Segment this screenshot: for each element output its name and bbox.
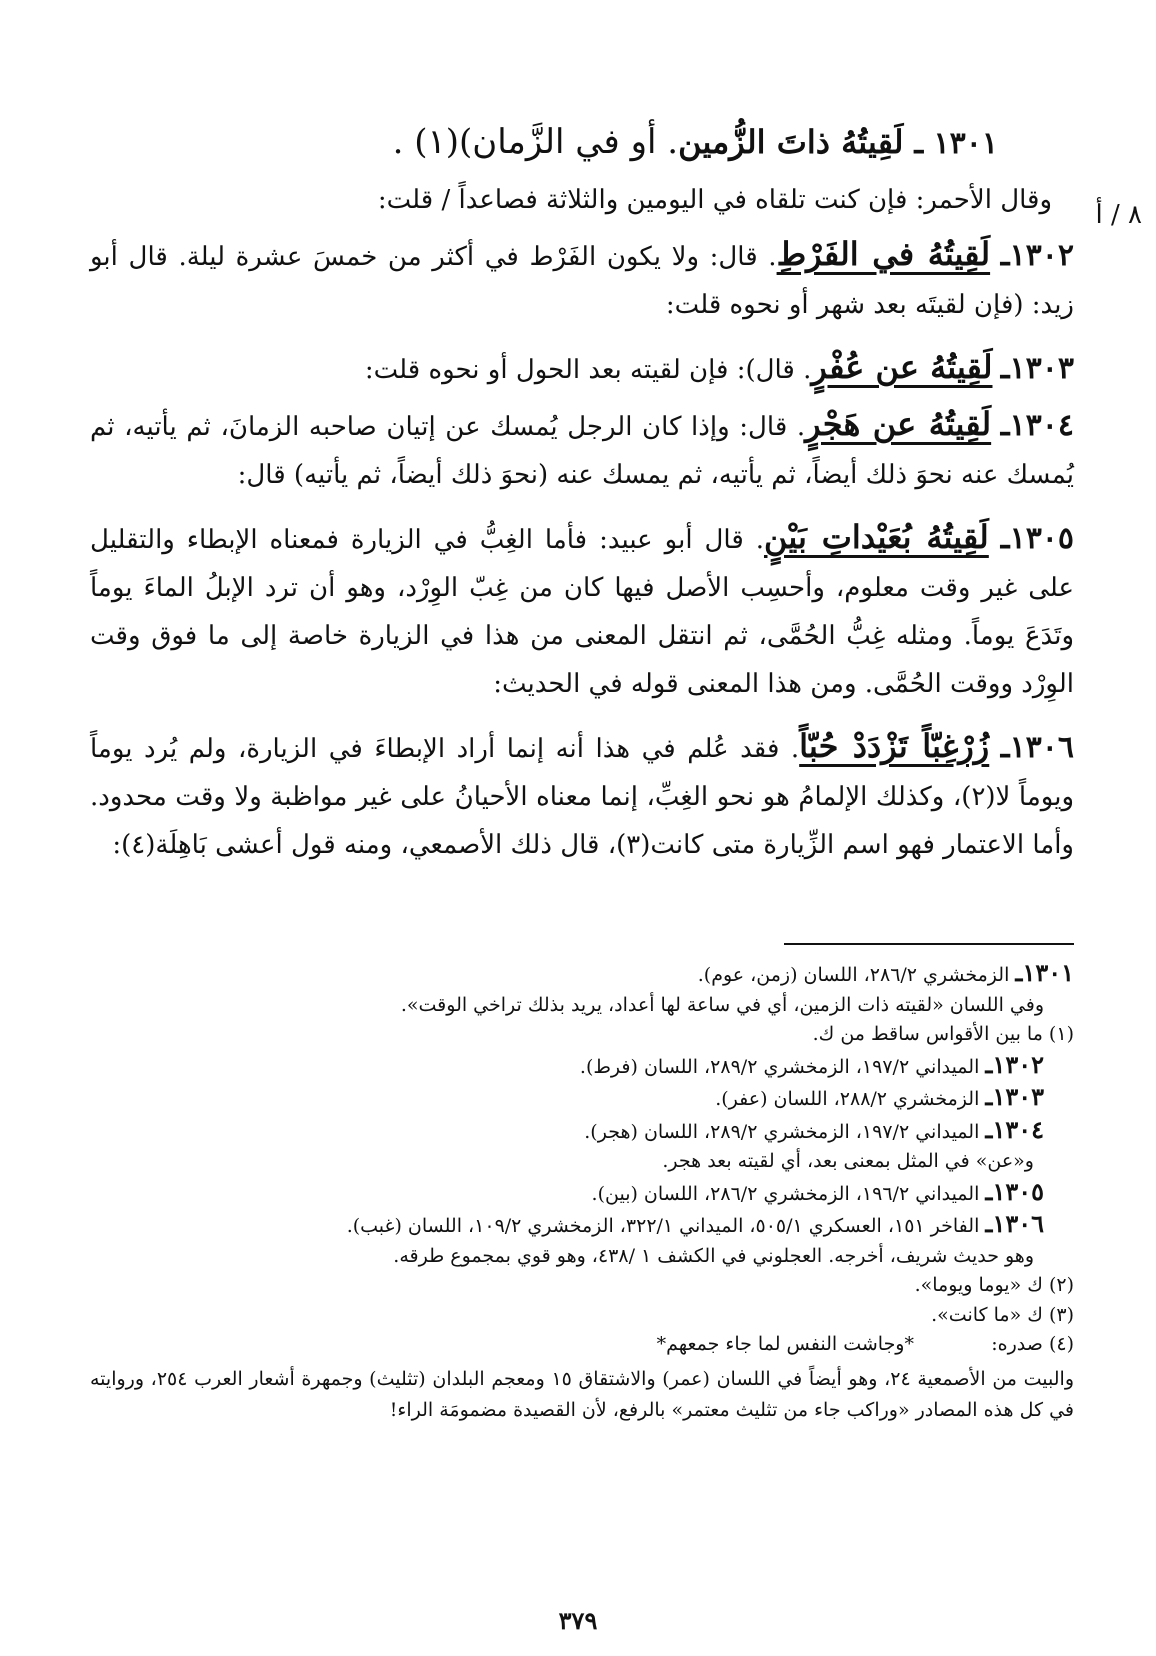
footnote-1306 — [90, 1209, 1074, 1242]
footnote-1301 — [90, 958, 1074, 991]
footnote-text: الزمخشري ٢٨٨/٢، اللسان (عفر). — [715, 1088, 986, 1110]
entry-1306 — [90, 722, 1074, 869]
proverb: لَقِيتُهُ بُعَيْداتِ بَيْنٍ — [763, 518, 989, 556]
footnote-number: ١٣٠٦ـ — [985, 1209, 1044, 1238]
entry-number: ١٣٠٤ـ — [1000, 408, 1074, 443]
footnote-text: الزمخشري ٢٨٦/٢، اللسان (زمن، عوم). — [697, 964, 1016, 986]
proverb: لَقِيتُهُ في الفَرْطِ — [776, 235, 991, 273]
footnote-1: (١) ما بين الأقواس ساقط من ك. — [812, 1023, 1074, 1045]
entry-number: ١٣٠٦ـ — [1000, 730, 1075, 765]
entry-text: . قال: ولا يكون الفَرْط في أكثر من خمسَ عشرة ليلة. قال أبو زيد: (فإن لقيتَه بعد شهر أو نحوه قلت: — [90, 242, 1074, 320]
footnote-number: ١٣٠١ـ — [1015, 958, 1074, 987]
main-text — [90, 118, 1074, 883]
footnote-1304 — [90, 1115, 1074, 1148]
entry-number: ١٣٠١ ـ — [914, 126, 998, 161]
footnote-1303 — [90, 1082, 1074, 1115]
proverb: لَقِيتُهُ ذاتَ الزُّمين — [678, 123, 904, 161]
entry-1303 — [90, 343, 1074, 394]
footnote-1305 — [90, 1177, 1074, 1210]
entry-1305 — [90, 513, 1074, 708]
footnote-2: (٢) ك «يوما ويوما». — [914, 1274, 1074, 1296]
entry-number: ١٣٠٢ـ — [1000, 238, 1074, 273]
entry-number: ١٣٠٣ـ — [1000, 351, 1074, 386]
entry-text: . أو في الزَّمان)(١) . — [392, 122, 679, 162]
footnote-number: ١٣٠٣ـ — [985, 1082, 1044, 1111]
footnote-text: الميداني ١٩٧/٢، الزمخشري ٢٨٩/٢، اللسان (هجر). — [584, 1120, 986, 1143]
footnote-4 — [90, 1330, 1074, 1360]
footnote-text: الميداني ١٩٧/٢، الزمخشري ٢٨٩/٢، اللسان (فرط). — [579, 1055, 986, 1078]
entry-text: . قال: وإذا كان الرجل يُمسك عن إتيان صاحبه الزمانَ، ثم يأتيه، ثم يُمسك عنه نحوَ ذلك أيضاً، ثم يأتيه، ثم يمسك عنه (نحوَ ذلك أيضاً، ثم يأتيه) قال: — [90, 412, 1074, 490]
proverb: لَقِيتُهُ عن هَجْرٍ — [805, 405, 992, 443]
footnote-4-verse: *وجاشت النفس لما جاء جمعهم* — [656, 1333, 914, 1355]
footnote-1302 — [90, 1050, 1074, 1083]
page-number: ٣٧٩ — [558, 1606, 598, 1635]
entry-1304 — [90, 400, 1074, 499]
footnote-1301-note: وفي اللسان «لقيته ذات الزمين، أي في ساعة لها أعداد، يريد بذلك تراخي الوقت». — [400, 993, 1044, 1016]
footnote-text: الميداني ١٩٦/٢، الزمخشري ٢٨٦/٢، اللسان (بين). — [591, 1182, 986, 1205]
footnote-divider — [784, 943, 1074, 945]
footnote-number: ١٣٠٤ـ — [985, 1114, 1044, 1144]
entry-text: . قال أبو عبيد: فأما الغِبُّ في الزيارة فمعناه الإبطاء والتقليل على غير وقت معلوم، وأحسِب الأصل فيها كان من غِبّ الوِرْد، وهو أن ترد الإبلُ الماءَ يوماً وتَدَعَ يوماً. ومثله غِبُّ الحُمَّى، ثم انتقل المعنى من هذا في الزيارة خاصة إلى ما فوق وقت الوِرْد ووقت الحُمَّى. ومن هذا المعنى قوله في الحديث: — [90, 525, 1074, 699]
footnote-3: (٣) ك «ما كانت». — [931, 1303, 1074, 1326]
entry-1301 — [90, 118, 1074, 168]
intro-1302: وقال الأحمر: فإن كنت تلقاه في اليومين والثلاثة فصاعداً / قلت: — [377, 185, 1052, 215]
proverb: لَقِيتُهُ عن عُفْرٍ — [811, 348, 993, 386]
footnote-number: ١٣٠٢ـ — [985, 1049, 1044, 1079]
folio-margin-note: ٨ / أ — [1095, 200, 1142, 230]
entry-text: . قال): فإن لقيته بعد الحول أو نحوه قلت: — [364, 355, 812, 385]
entry-number: ١٣٠٥ـ — [1000, 521, 1075, 556]
proverb: زُرْغِبّاً تَزْدَدْ حُبّاً — [799, 727, 990, 765]
footnote-1306-note: وهو حديث شريف، أخرجه. العجلوني في الكشف ١ /٤٣٨، وهو قوي بمجموع طرقه. — [393, 1244, 1034, 1267]
entry-1302 — [90, 230, 1074, 329]
footnote-number: ١٣٠٥ـ — [985, 1176, 1044, 1206]
footnote-4-label: (٤) صدره: — [991, 1333, 1074, 1355]
footnote-1304-note: و«عن» في المثل بمعنى بعد، أي لقيته بعد هجر. — [662, 1150, 1034, 1172]
footnotes — [90, 958, 1074, 1426]
footnote-text: الفاخر ١٥١، العسكري ٥٠٥/١، الميداني ٣٢٢/١، الزمخشري ١٠٩/٢، اللسان (غبب). — [346, 1215, 986, 1237]
entry-text: . فقد عُلم في هذا أنه إنما أراد الإبطاءَ في الزيارة، ولم يُرد يوماً ويوماً لا(٢)، وكذلك الإلمامُ هو نحو الغِبِّ، إنما معناه الأحيانُ على غير مواظبة ولا وقت محدود. وأما الاعتمار فهو اسم الزِّيارة متى كانت(٣)، قال ذلك الأصمعي، ومنه قول أعشى بَاهِلَة(٤): — [90, 734, 1075, 860]
footnote-4-text: والبيت من الأصمعية ٢٤، وهو أيضاً في اللسان (عمر) والاشتقاق ١٥ ومعجم البلدان (تثليث) وجمهرة أشعار العرب ٢٥٤، وروايته في كل هذه المصادر «وراكب جاء من تثليث معتمر» بالرفع، لأن القصيدة مضمومَة الراء! — [90, 1367, 1075, 1421]
